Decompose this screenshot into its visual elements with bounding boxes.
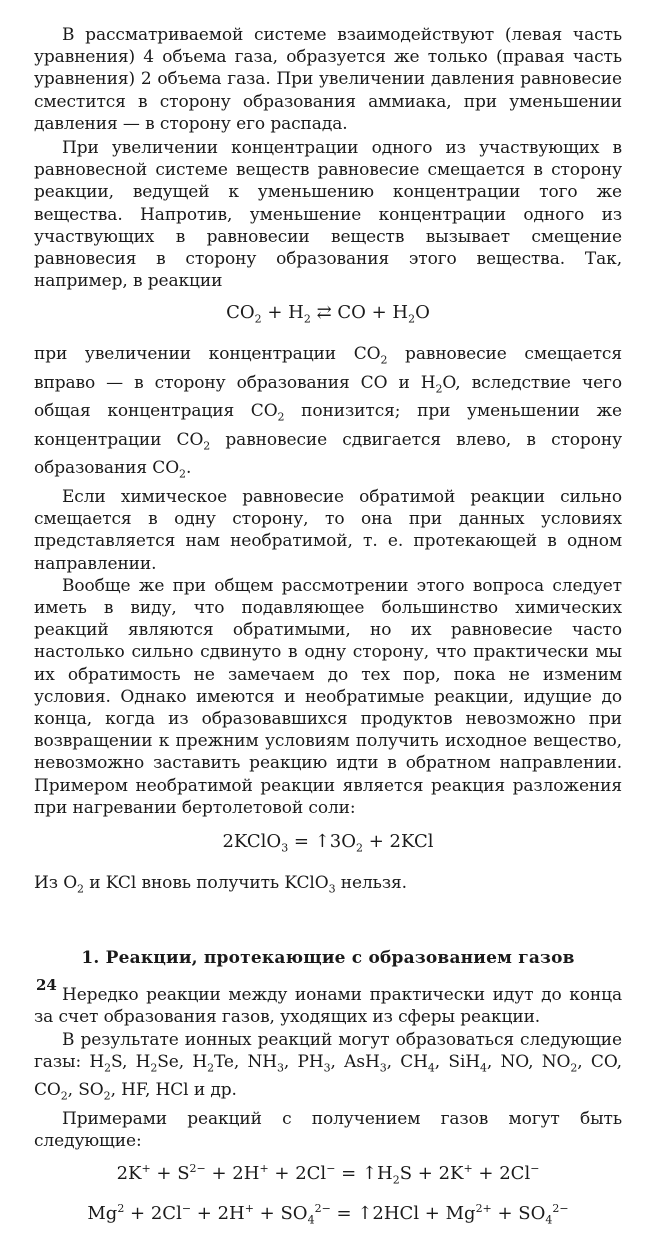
formula-hcl-ionic: $Mg^2 + 2Cl^- + 2H^+ + SO_4^{2-}$ = ↑2HCl + $Mg^{2+} + SO_4^{2-}$ (87, 1202, 569, 1227)
paragraph-7: Нередко реакции между ионами практически идут до конца за счет образования газов, уходящих из сферы реакции. (34, 985, 622, 1028)
paragraph-6: Из $O_2$ и KCl вновь получить KClO$_3$ нельзя. (34, 872, 407, 896)
paragraph-5: Вообще же при общем рассмотрении этого вопроса следует иметь в виду, что подавляющее большинство химических реакций являются обратимыми, но их равновесие часто настолько сильно сдвинуто в одну сторону, что практически мы их обратимость не замечаем до тех пор, пока не изменим условия. Однако имеются и необратимые реакции, идущие до конца, когда из образовавшихся продуктов невозможно при возвращении к прежним условиям получить исходное вещество, невозможно заставить реакцию идти в обратном направлении. Примером необратимой реакции является реакция разложения при нагревании бертолетовой соли: (34, 575, 622, 818)
equilibrium-arrow-icon: ⇄ (310, 302, 338, 324)
formula-co2-h2-equilibrium: $CO_2 + H_2$ ⇄ CO + $H_2O$ (226, 302, 430, 327)
formula-kclo3-decomposition: 2KClO$_3$ = $↑3O_2 + 2KCl$ (222, 831, 434, 855)
paragraph-3: при увеличении концентрации $CO_2$ равновесие смещается вправо — в сторону образования CO и $H_2O$, вследствие чего общая концентрация $CO_2$ понизится; при уменьшении же концентрации $CO_2$ равновесие сдвигается влево, в сторону образования $CO_2$. (34, 344, 622, 481)
page-number: 24 (36, 976, 57, 994)
paragraph-2: При увеличении концентрации одного из участвующих в равновесной системе веществ равновесие смещается в сторону реакции, ведущей к уменьшению концентрации того же вещества. Напротив, уменьшение концентрации одного из участвующих в равновесии веществ вызывает смещение равновесия в сторону образования этого вещества. Так, например, в реакции (34, 138, 622, 292)
paragraph-1: В рассматриваемой системе взаимодействуют (левая часть уравнения) 4 объема газа, образуется же только (правая часть уравнения) 2 объема газа. При увеличении давления равновесие сместится в сторону образования аммиака, при уменьшении давления — в сторону его распада. (34, 25, 622, 134)
page-content (34, 24, 622, 1242)
paragraph-9: Примерами реакций с получением газов могут быть следующие: (34, 1109, 622, 1152)
section-heading: 1. Реакции, протекающие с образованием газов (81, 948, 575, 969)
formula-h2s-ionic: $2K^+ + S^{2-} + 2H^+ + 2Cl^-$ = $↑H_2S + 2K^+ + 2Cl^-$ (116, 1162, 540, 1188)
paragraph-8: В результате ионных реакций могут образоваться следующие газы: $H_2S$, $H_2Se$, $H_2Te$, $NH_3$, $PH_3$, AsH$_3$, $CH_4$, SiH$_4$, NO, $NO_2$, CO, $CO_2$, $SO_2$, HF, HCl и др. (34, 1029, 622, 1103)
paragraph-4: Если химическое равновесие обратимой реакции сильно смещается в одну сторону, то она при данных условиях представляется нам необратимой, т. е. протекающей в одном направлении. (34, 487, 622, 574)
